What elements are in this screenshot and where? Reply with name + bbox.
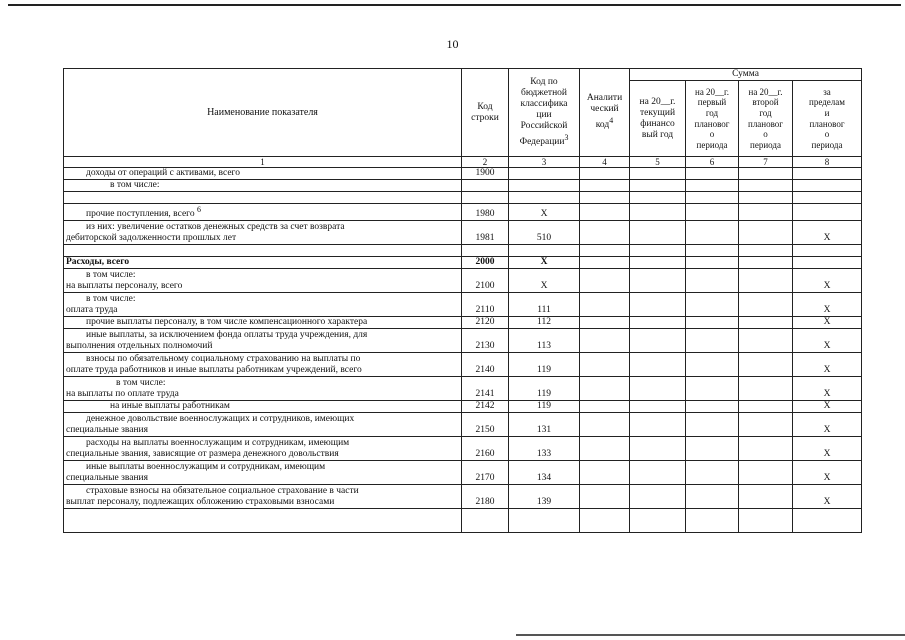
- row-col5-cell: [630, 257, 686, 269]
- col-number-1: 1: [64, 157, 462, 168]
- row-analytic-cell: [580, 293, 630, 317]
- row-code: 2110: [462, 293, 509, 317]
- row-budget-code: 134: [509, 461, 580, 485]
- row-col7-cell: [739, 168, 793, 180]
- row-analytic-cell: [580, 413, 630, 437]
- row-col5-cell: [630, 221, 686, 245]
- row-budget-code: 111: [509, 293, 580, 317]
- row-name: доходы от операций с активами, всего: [64, 168, 462, 180]
- row-col7-cell: [739, 353, 793, 377]
- table-row: [64, 168, 862, 180]
- row-code: 2142: [462, 401, 509, 413]
- row-col7-cell: [739, 485, 793, 509]
- row-col8-cell: [793, 192, 862, 204]
- row-name: в том числе: оплата труда: [64, 293, 462, 317]
- row-name: в том числе: на выплаты персоналу, всего: [64, 269, 462, 293]
- table-row: [64, 401, 862, 413]
- col-number-4: 4: [580, 157, 630, 168]
- row-col8-cell: X: [793, 269, 862, 293]
- row-code: 2120: [462, 317, 509, 329]
- row-col7-cell: [739, 221, 793, 245]
- table-row: [64, 329, 862, 353]
- row-code: 2130: [462, 329, 509, 353]
- row-col8-cell: X: [793, 461, 862, 485]
- row-col6-cell: [686, 192, 739, 204]
- row-analytic-cell: [580, 269, 630, 293]
- header-col5: на 20__г. текущий финансо вый год: [630, 81, 686, 157]
- row-col5-cell: [630, 317, 686, 329]
- row-analytic-cell: [580, 317, 630, 329]
- col-number-8: 8: [793, 157, 862, 168]
- report-table: [63, 68, 862, 533]
- row-col5-cell: [630, 461, 686, 485]
- row-name: иные выплаты военнослужащим и сотрудникам, имеющим специальные звания: [64, 461, 462, 485]
- table-row: [64, 461, 862, 485]
- row-col5-cell: [630, 293, 686, 317]
- row-code: [462, 509, 509, 533]
- table-row: [64, 485, 862, 509]
- row-col8-cell: [793, 180, 862, 192]
- row-col7-cell: [739, 293, 793, 317]
- row-col8-cell: [793, 257, 862, 269]
- row-code: 2000: [462, 257, 509, 269]
- row-analytic-cell: [580, 353, 630, 377]
- row-code: 1900: [462, 168, 509, 180]
- row-col8-cell: X: [793, 353, 862, 377]
- row-col8-cell: X: [793, 329, 862, 353]
- row-col8-cell: [793, 168, 862, 180]
- table-row: [64, 377, 862, 401]
- col-number-5: 5: [630, 157, 686, 168]
- row-col7-cell: [739, 180, 793, 192]
- row-col6-cell: [686, 401, 739, 413]
- row-budget-code: 119: [509, 377, 580, 401]
- row-col5-cell: [630, 353, 686, 377]
- row-name: в том числе:: [64, 180, 462, 192]
- row-analytic-cell: [580, 204, 630, 221]
- row-budget-code: 139: [509, 485, 580, 509]
- row-col6-cell: [686, 485, 739, 509]
- row-analytic-cell: [580, 437, 630, 461]
- row-col7-cell: [739, 329, 793, 353]
- table-row: [64, 293, 862, 317]
- row-code: 1980: [462, 204, 509, 221]
- row-code: 2100: [462, 269, 509, 293]
- row-analytic-cell: [580, 192, 630, 204]
- row-budget-code: [509, 245, 580, 257]
- row-name: [64, 509, 462, 533]
- row-budget-code: X: [509, 204, 580, 221]
- row-col5-cell: [630, 329, 686, 353]
- row-col6-cell: [686, 377, 739, 401]
- row-name: прочие поступления, всего $^6$: [64, 204, 462, 221]
- row-analytic-cell: [580, 509, 630, 533]
- row-code: [462, 180, 509, 192]
- row-col8-cell: [793, 245, 862, 257]
- row-budget-code: 133: [509, 437, 580, 461]
- row-col8-cell: X: [793, 377, 862, 401]
- row-col7-cell: [739, 317, 793, 329]
- row-col8-cell: X: [793, 413, 862, 437]
- row-name: взносы по обязательному социальному страхованию на выплаты по оплате труда работников и иные выплаты работникам учреждений, всего: [64, 353, 462, 377]
- row-col5-cell: [630, 180, 686, 192]
- row-budget-code: [509, 180, 580, 192]
- row-analytic-cell: [580, 461, 630, 485]
- col-number-7: 7: [739, 157, 793, 168]
- row-code: 2160: [462, 437, 509, 461]
- row-col5-cell: [630, 192, 686, 204]
- page-number: 10: [446, 37, 459, 51]
- row-analytic-cell: [580, 168, 630, 180]
- row-name: в том числе: на выплаты по оплате труда: [64, 377, 462, 401]
- table-row: [64, 269, 862, 293]
- row-code: [462, 245, 509, 257]
- row-name: Расходы, всего: [64, 257, 462, 269]
- row-col8-cell: X: [793, 221, 862, 245]
- row-col7-cell: [739, 437, 793, 461]
- row-budget-code: 510: [509, 221, 580, 245]
- row-col7-cell: [739, 509, 793, 533]
- row-code: 2150: [462, 413, 509, 437]
- header-analytic-code: Аналити ческий код$^4$: [580, 69, 630, 157]
- row-col5-cell: [630, 413, 686, 437]
- col-number-3: 3: [509, 157, 580, 168]
- row-analytic-cell: [580, 245, 630, 257]
- row-col6-cell: [686, 168, 739, 180]
- row-budget-code: 131: [509, 413, 580, 437]
- row-col6-cell: [686, 269, 739, 293]
- table-row: [64, 509, 862, 533]
- row-col6-cell: [686, 413, 739, 437]
- row-col7-cell: [739, 204, 793, 221]
- row-code: 1981: [462, 221, 509, 245]
- row-name: страховые взносы на обязательное социальное страхование в части выплат персоналу, подлежащих обложению страховыми взносами: [64, 485, 462, 509]
- row-budget-code: 112: [509, 317, 580, 329]
- row-col5-cell: [630, 377, 686, 401]
- row-col8-cell: [793, 509, 862, 533]
- row-col7-cell: [739, 401, 793, 413]
- header-col7: на 20__г. второй год плановог о периода: [739, 81, 793, 157]
- table-row: [64, 257, 862, 269]
- row-col8-cell: X: [793, 437, 862, 461]
- row-col5-cell: [630, 204, 686, 221]
- row-budget-code: [509, 509, 580, 533]
- row-col7-cell: [739, 192, 793, 204]
- row-col7-cell: [739, 245, 793, 257]
- row-analytic-cell: [580, 377, 630, 401]
- header-sum: Сумма: [630, 69, 862, 81]
- row-code: 2180: [462, 485, 509, 509]
- row-name: иные выплаты, за исключением фонда оплаты труда учреждения, для выполнения отдельных полномочий: [64, 329, 462, 353]
- header-budget-code: Код по бюджетной классифика ции Российской Федерации$^3$: [509, 69, 580, 157]
- row-col8-cell: X: [793, 293, 862, 317]
- row-col6-cell: [686, 293, 739, 317]
- bottom-edge-line: [516, 634, 905, 636]
- table-row: [64, 437, 862, 461]
- row-col6-cell: [686, 221, 739, 245]
- row-name: денежное довольствие военнослужащих и сотрудников, имеющих специальные звания: [64, 413, 462, 437]
- row-col8-cell: [793, 204, 862, 221]
- row-col7-cell: [739, 269, 793, 293]
- header-row-code: Код строки: [462, 69, 509, 157]
- row-name: расходы на выплаты военнослужащим и сотрудникам, имеющим специальные звания, зависящие от размера денежного довольствия: [64, 437, 462, 461]
- row-code: 2170: [462, 461, 509, 485]
- row-col6-cell: [686, 257, 739, 269]
- table-row: [64, 192, 862, 204]
- header-col6: на 20__г. первый год плановог о периода: [686, 81, 739, 157]
- header-col8: за пределам и плановог о периода: [793, 81, 862, 157]
- table-row: [64, 221, 862, 245]
- row-col5-cell: [630, 269, 686, 293]
- row-code: 2140: [462, 353, 509, 377]
- table-row: [64, 180, 862, 192]
- row-col5-cell: [630, 245, 686, 257]
- row-analytic-cell: [580, 221, 630, 245]
- row-code: [462, 192, 509, 204]
- table-row: [64, 317, 862, 329]
- table-row: [64, 204, 862, 221]
- row-analytic-cell: [580, 180, 630, 192]
- row-analytic-cell: [580, 485, 630, 509]
- row-name: прочие выплаты персоналу, в том числе компенсационного характера: [64, 317, 462, 329]
- row-col7-cell: [739, 461, 793, 485]
- row-col6-cell: [686, 329, 739, 353]
- row-col7-cell: [739, 257, 793, 269]
- row-budget-code: 119: [509, 353, 580, 377]
- row-col5-cell: [630, 485, 686, 509]
- row-budget-code: X: [509, 269, 580, 293]
- row-name: из них: увеличение остатков денежных средств за счет возврата дебиторской задолженности прошлых лет: [64, 221, 462, 245]
- row-col6-cell: [686, 204, 739, 221]
- row-name: [64, 192, 462, 204]
- row-col7-cell: [739, 413, 793, 437]
- table-row: [64, 353, 862, 377]
- row-col6-cell: [686, 509, 739, 533]
- table-row: [64, 413, 862, 437]
- row-code: 2141: [462, 377, 509, 401]
- row-analytic-cell: [580, 401, 630, 413]
- table-row: [64, 245, 862, 257]
- row-analytic-cell: [580, 257, 630, 269]
- row-col6-cell: [686, 180, 739, 192]
- row-col6-cell: [686, 437, 739, 461]
- row-col7-cell: [739, 377, 793, 401]
- row-col6-cell: [686, 461, 739, 485]
- row-col8-cell: X: [793, 401, 862, 413]
- col-number-6: 6: [686, 157, 739, 168]
- row-name: [64, 245, 462, 257]
- row-budget-code: 113: [509, 329, 580, 353]
- row-budget-code: [509, 192, 580, 204]
- row-col6-cell: [686, 317, 739, 329]
- row-budget-code: X: [509, 257, 580, 269]
- row-name: на иные выплаты работникам: [64, 401, 462, 413]
- row-budget-code: 119: [509, 401, 580, 413]
- row-budget-code: [509, 168, 580, 180]
- row-col5-cell: [630, 437, 686, 461]
- row-analytic-cell: [580, 329, 630, 353]
- top-border-line: [8, 4, 901, 6]
- row-col6-cell: [686, 353, 739, 377]
- row-col6-cell: [686, 245, 739, 257]
- row-col8-cell: X: [793, 485, 862, 509]
- col-number-2: 2: [462, 157, 509, 168]
- header-indicator-name: Наименование показателя: [64, 69, 462, 157]
- row-col5-cell: [630, 168, 686, 180]
- row-col5-cell: [630, 401, 686, 413]
- row-col8-cell: X: [793, 317, 862, 329]
- row-col5-cell: [630, 509, 686, 533]
